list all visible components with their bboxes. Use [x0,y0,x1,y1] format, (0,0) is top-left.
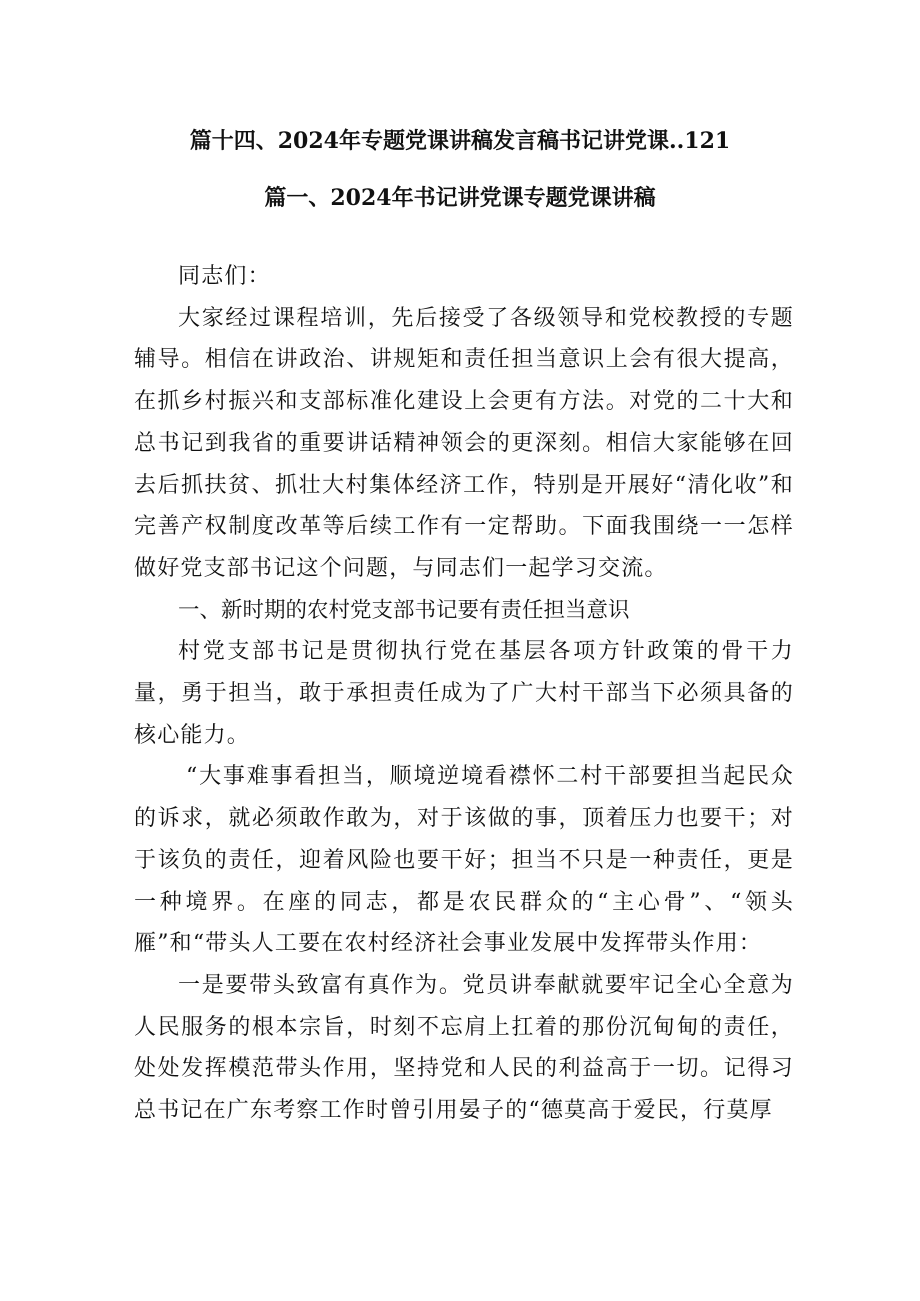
toc-entry: 篇十四、2024年专题党课讲稿发言稿书记讲党课..121 [189,128,731,154]
section-paragraph-1: 村党支部书记是贯彻执行党在基层各项方针政策的骨干力量，勇于担当，敢于承担责任成为了广大村干部当下必须具备的核心能力。 [134,639,794,748]
document-title: 篇一、2024年书记讲党课专题党课讲稿 [264,185,656,211]
salutation: 同志们： [178,264,271,289]
section-paragraph-2: “大事难事看担当，顺境逆境看襟怀二村干部要担当起民众的诉求，就必须敢作敢为，对于该做的事，顶着压力也要干；对于该负的责任，迎着风险也要干好；担当不只是一种责任，更是一种境界。在座的同志，都是农民群众的“主心骨”、“领头雁”和“带头人工要在农村经济社会事业发展中发挥带头作用： [134,764,794,957]
document-body [134,256,794,1132]
intro-paragraph: 大家经过课程培训，先后接受了各级领导和党校教授的专题辅导。相信在讲政治、讲规矩和责任担当意识上会有很大提高，在抓乡村振兴和支部标准化建设上会更有方法。对党的二十大和总书记到我省的重要讲话精神领会的更深刻。相信大家能够在回去后抓扶贫、抓壮大村集体经济工作，特别是开展好“清化收”和完善产权制度改革等后续工作有一定帮助。下面我围绕一一怎样做好党支部书记这个问题，与同志们一起学习交流。 [134,305,794,581]
section-paragraph-3: 一是要带头致富有真作为。党员讲奉献就要牢记全心全意为人民服务的根本宗旨，时刻不忘肩上扛着的那份沉甸甸的责任，处处发挥模范带头作用，坚持党和人民的利益高于一切。记得习总书记在广东考察工作时曾引用晏子的“德莫高于爱民，行莫厚 [134,972,794,1124]
section-heading: 一、新时期的农村党支部书记要有责任担当意识 [178,597,630,623]
